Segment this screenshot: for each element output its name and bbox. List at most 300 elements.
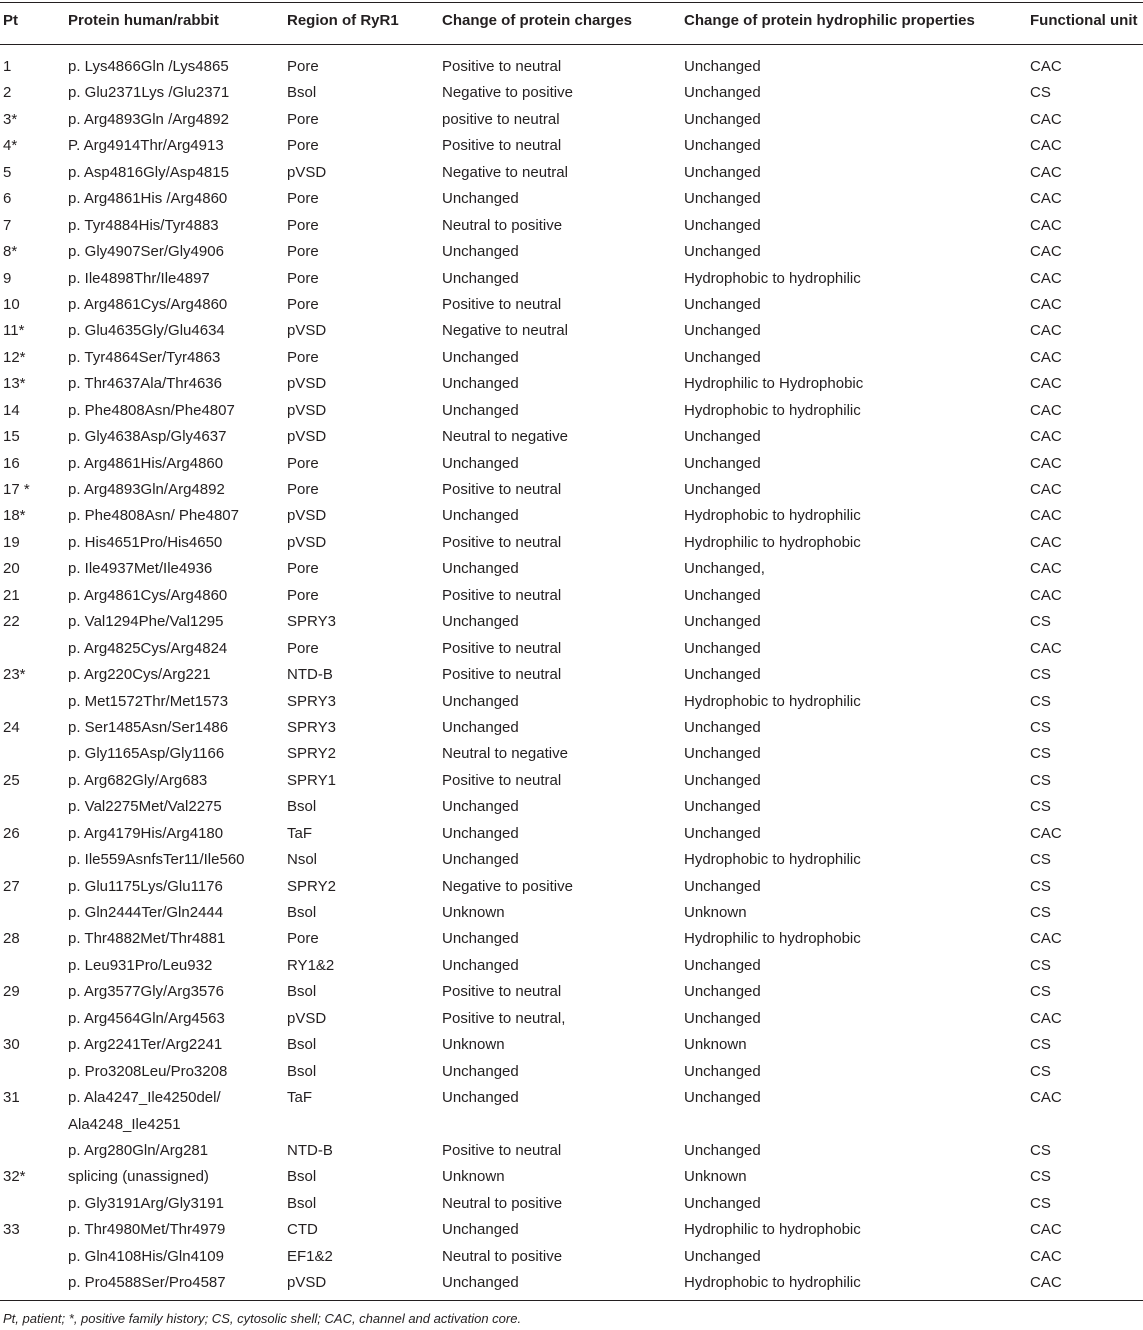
cell-charge-change: Neutral to positive [442,216,563,234]
cell-charge-change: Unchanged [442,348,519,366]
header-hydrophilic: Change of protein hydrophilic properties [684,12,975,29]
cell-functional-unit: CAC [1030,137,1062,155]
cell-region: Pore [287,481,319,498]
cell-hydrophilic-change: Unchanged [684,428,761,446]
table-row [0,794,1143,820]
cell-hydrophilic-change: Hydrophilic to hydrophobic [684,533,861,551]
cell-hydrophilic-change: Unchanged [684,190,761,208]
cell-hydrophilic-change: Hydrophilic to hydrophobic [684,930,861,948]
table-row [0,1006,1143,1032]
cell-hydrophilic-change: Unchanged [684,481,761,498]
cell-functional-unit: CS [1030,84,1051,102]
cell-hydrophilic-change: Hydrophobic to hydrophilic [684,269,861,287]
cell-region: NTD-B [287,1141,333,1159]
cell-hydrophilic-change: Hydrophobic to hydrophilic [684,851,861,869]
table-row [0,133,1143,159]
cell-functional-unit: CAC [1030,322,1062,340]
cell-protein: p. Gly4638Asp/Gly4637 [68,428,227,446]
cell-functional-unit: CAC [1030,348,1062,366]
table-row [0,213,1143,239]
cell-protein: p. Arg682Gly/Arg683 [68,771,208,789]
cell-functional-unit: CAC [1030,1009,1062,1027]
cell-region: SPRY1 [287,771,336,789]
cell-patient: 33 [3,1221,20,1239]
cell-patient: 13* [3,375,26,393]
table-row [0,662,1143,688]
cell-patient: 21 [3,586,20,604]
cell-charge-change: Positive to neutral [442,771,562,789]
cell-patient: 23* [3,666,26,684]
cell-charge-change: Positive to neutral [442,295,562,313]
table-row [0,1217,1143,1243]
cell-patient: 18* [3,507,26,525]
cell-patient: 8* [3,243,18,261]
table-bottom-rule [0,1300,1143,1301]
table-row [0,292,1143,318]
cell-charge-change: Positive to neutral [442,137,562,155]
cell-hydrophilic-change: Unchanged [684,1062,761,1080]
cell-charge-change: Unchanged [442,798,519,816]
cell-protein: p. Glu2371Lys /Glu2371 [68,84,230,102]
cell-region: pVSD [287,401,327,419]
cell-region: Pore [287,137,319,155]
cell-protein: p. Arg220Cys/Arg221 [68,666,211,684]
cell-hydrophilic-change: Unchanged [684,798,761,816]
cell-protein: p. Arg280Gln/Arg281 [68,1141,209,1159]
cell-region: NTD-B [287,666,333,684]
cell-hydrophilic-change: Unchanged [684,1194,761,1212]
cell-charge-change: Unchanged [442,243,519,261]
cell-protein: P. Arg4914Thr/Arg4913 [68,137,224,155]
cell-protein-line1: p. Ala4247_Ile4250del/ [68,1089,221,1107]
cell-region: Pore [287,190,319,208]
cell-hydrophilic-change: Unchanged [684,718,761,736]
cell-charge-change: Neutral to negative [442,428,568,446]
cell-region: SPRY3 [287,692,336,710]
table-row [0,874,1143,900]
cell-functional-unit: CAC [1030,110,1062,128]
table-row [0,160,1143,186]
cell-protein: p. Thr4980Met/Thr4979 [68,1221,226,1239]
cell-charge-change: Unchanged [442,190,519,208]
cell-protein: p. Pro4588Ser/Pro4587 [68,1274,226,1292]
cell-charge-change: Positive to neutral [442,481,562,498]
cell-functional-unit: CS [1030,1141,1051,1159]
cell-hydrophilic-change: Unknown [684,1036,747,1054]
cell-region: Pore [287,586,319,604]
table-row [0,80,1143,106]
cell-patient: 28 [3,930,20,948]
cell-protein: p. Val2275Met/Val2275 [68,798,222,816]
table-row [0,1164,1143,1190]
cell-hydrophilic-change: Unchanged [684,84,761,102]
table-row [0,1085,1143,1138]
cell-region: pVSD [287,1009,327,1027]
cell-region: pVSD [287,375,327,393]
cell-protein: p. Ile4937Met/Ile4936 [68,560,213,578]
cell-region: Bsol [287,1036,317,1054]
cell-region: TaF [287,1089,313,1107]
cell-region: Pore [287,110,319,128]
table-row [0,926,1143,952]
cell-charge-change: Negative to neutral [442,163,568,181]
table-top-rule [0,2,1143,3]
cell-functional-unit: CAC [1030,560,1062,578]
cell-region: SPRY2 [287,877,336,895]
table-row [0,847,1143,873]
cell-functional-unit: CAC [1030,586,1062,604]
table-row [0,821,1143,847]
cell-protein: p. Arg4893Gln/Arg4892 [68,481,225,498]
cell-hydrophilic-change: Hydrophilic to hydrophobic [684,1221,861,1239]
cell-patient: 11* [3,322,25,340]
cell-protein: p. Gly3191Arg/Gly3191 [68,1194,224,1212]
cell-charge-change: Positive to neutral [442,666,562,684]
cell-charge-change: Unchanged [442,560,519,578]
table-row [0,54,1143,80]
cell-hydrophilic-change: Unchanged [684,586,761,604]
cell-charge-change: Unknown [442,904,505,921]
cell-hydrophilic-change: Unchanged [684,1089,761,1107]
cell-region: Pore [287,216,319,234]
cell-region: pVSD [287,533,327,551]
cell-functional-unit: CS [1030,666,1051,684]
table-row [0,1059,1143,1085]
cell-protein: p. Tyr4864Ser/Tyr4863 [68,348,221,366]
cell-functional-unit: CAC [1030,533,1062,551]
table-row [0,371,1143,397]
cell-functional-unit: CS [1030,1062,1051,1080]
cell-protein: p. Gln2444Ter/Gln2444 [68,904,224,921]
cell-hydrophilic-change: Unknown [684,904,747,921]
cell-functional-unit: CS [1030,692,1051,710]
header-protein: Protein human/rabbit [68,12,219,29]
cell-protein: p. Gln4108His/Gln4109 [68,1247,224,1265]
cell-hydrophilic-change: Unchanged, [684,560,765,578]
cell-protein: p. Phe4808Asn/Phe4807 [68,401,235,419]
cell-patient: 4* [3,137,18,155]
cell-functional-unit: CAC [1030,401,1062,419]
cell-functional-unit: CAC [1030,428,1062,446]
cell-protein: p. Arg4564Gln/Arg4563 [68,1009,225,1027]
cell-protein: p. Glu1175Lys/Glu1176 [68,877,223,895]
cell-charge-change: Unchanged [442,851,519,869]
cell-protein: p. Ile4898Thr/Ile4897 [68,269,210,287]
cell-functional-unit: CS [1030,771,1051,789]
cell-functional-unit: CS [1030,904,1051,921]
table-row [0,239,1143,265]
cell-region: Pore [287,58,319,75]
cell-region: Bsol [287,1194,317,1212]
cell-hydrophilic-change: Unchanged [684,639,761,657]
cell-protein: p. Arg2241Ter/Arg2241 [68,1036,223,1054]
table-row [0,556,1143,582]
cell-hydrophilic-change: Hydrophobic to hydrophilic [684,507,861,525]
cell-hydrophilic-change: Unchanged [684,295,761,313]
cell-functional-unit: CS [1030,745,1051,763]
cell-hydrophilic-change: Unchanged [684,110,761,128]
table-row [0,689,1143,715]
cell-charge-change: Unchanged [442,507,519,525]
cell-functional-unit: CS [1030,613,1051,631]
cell-charge-change: Positive to neutral, [442,1009,566,1027]
cell-functional-unit: CS [1030,851,1051,869]
cell-functional-unit: CAC [1030,295,1062,313]
cell-functional-unit: CAC [1030,190,1062,208]
cell-charge-change: Negative to neutral [442,322,568,340]
cell-protein: p. Asp4816Gly/Asp4815 [68,163,229,181]
table-row [0,609,1143,635]
cell-hydrophilic-change: Unchanged [684,613,761,631]
cell-protein: p. Ile559AsnfsTer11/Ile560 [68,851,245,869]
cell-region: Bsol [287,84,317,102]
cell-charge-change: Positive to neutral [442,533,562,551]
table-row [0,1270,1143,1296]
cell-region: CTD [287,1221,318,1239]
cell-region: SPRY3 [287,613,336,631]
cell-patient: 6 [3,190,12,208]
table-row [0,741,1143,767]
cell-functional-unit: CS [1030,1036,1051,1054]
cell-functional-unit: CAC [1030,481,1062,498]
cell-protein: p. Val1294Phe/Val1295 [68,613,224,631]
cell-protein: p. Arg4861Cys/Arg4860 [68,586,228,604]
cell-region: Pore [287,243,319,261]
cell-charge-change: Unchanged [442,613,519,631]
cell-patient: 24 [3,718,20,736]
cell-functional-unit: CAC [1030,1089,1062,1107]
cell-functional-unit: CAC [1030,507,1062,525]
cell-charge-change: Neutral to positive [442,1247,563,1265]
cell-protein: p. Thr4637Ala/Thr4636 [68,375,222,393]
cell-patient: 10 [3,295,20,313]
cell-hydrophilic-change: Unchanged [684,322,761,340]
cell-protein: p. Ser1485Asn/Ser1486 [68,718,229,736]
table-row [0,953,1143,979]
cell-region: Bsol [287,904,317,921]
cell-region: Pore [287,348,319,366]
cell-patient: 1 [3,58,12,75]
cell-patient: 29 [3,983,20,1001]
cell-functional-unit: CS [1030,718,1051,736]
cell-hydrophilic-change: Hydrophilic to Hydrophobic [684,375,864,393]
cell-functional-unit: CAC [1030,163,1062,181]
cell-charge-change: Neutral to negative [442,745,568,763]
table-row [0,1244,1143,1270]
cell-charge-change: Positive to neutral [442,58,562,75]
cell-functional-unit: CAC [1030,639,1062,657]
cell-charge-change: Unchanged [442,956,519,974]
cell-hydrophilic-change: Unchanged [684,956,761,974]
cell-functional-unit: CAC [1030,58,1062,75]
cell-functional-unit: CAC [1030,1221,1062,1239]
cell-functional-unit: CS [1030,798,1051,816]
cell-charge-change: Unchanged [442,1062,519,1080]
cell-region: Pore [287,269,319,287]
cell-hydrophilic-change: Unchanged [684,216,761,234]
cell-protein: p. Tyr4884His/Tyr4883 [68,216,219,234]
cell-functional-unit: CAC [1030,243,1062,261]
table-row [0,900,1143,926]
cell-functional-unit: CS [1030,1194,1051,1212]
table-row [0,186,1143,212]
cell-charge-change: Unchanged [442,269,519,287]
cell-hydrophilic-change: Unchanged [684,243,761,261]
cell-region: EF1&2 [287,1247,333,1265]
cell-hydrophilic-change: Unchanged [684,877,761,895]
table-row [0,266,1143,292]
cell-functional-unit: CS [1030,877,1051,895]
cell-hydrophilic-change: Unchanged [684,454,761,472]
cell-patient: 31 [3,1089,20,1107]
cell-charge-change: Unchanged [442,1221,519,1239]
cell-region: RY1&2 [287,956,335,974]
cell-protein: p. His4651Pro/His4650 [68,533,223,551]
cell-protein: p. Phe4808Asn/ Phe4807 [68,507,239,525]
cell-hydrophilic-change: Unchanged [684,666,761,684]
table-row [0,1032,1143,1058]
cell-patient: 26 [3,824,20,842]
table-row [0,451,1143,477]
cell-hydrophilic-change: Unchanged [684,58,761,75]
cell-hydrophilic-change: Hydrophobic to hydrophilic [684,401,861,419]
cell-region: pVSD [287,428,327,446]
table-row [0,503,1143,529]
cell-protein: p. Thr4882Met/Thr4881 [68,930,226,948]
cell-functional-unit: CAC [1030,375,1062,393]
cell-region: pVSD [287,507,327,525]
cell-hydrophilic-change: Hydrophobic to hydrophilic [684,1274,861,1292]
cell-patient: 12* [3,348,26,366]
cell-protein: p. Arg4893Gln /Arg4892 [68,110,229,128]
cell-charge-change: Unknown [442,1168,505,1186]
cell-charge-change: Unchanged [442,718,519,736]
table-row [0,424,1143,450]
cell-functional-unit: CAC [1030,1274,1062,1292]
table-header-rule [0,44,1143,45]
cell-region: Pore [287,454,319,472]
cell-patient: 3* [3,110,18,128]
cell-hydrophilic-change: Unchanged [684,771,761,789]
cell-hydrophilic-change: Hydrophobic to hydrophilic [684,692,861,710]
cell-functional-unit: CAC [1030,1247,1062,1265]
cell-region: SPRY3 [287,718,336,736]
cell-charge-change: Unchanged [442,454,519,472]
cell-region: Bsol [287,1168,317,1186]
cell-charge-change: Unknown [442,1036,505,1054]
cell-hydrophilic-change: Unchanged [684,163,761,181]
table-row [0,107,1143,133]
cell-charge-change: positive to neutral [442,110,560,128]
cell-protein: p. Pro3208Leu/Pro3208 [68,1062,228,1080]
cell-functional-unit: CAC [1030,269,1062,287]
cell-hydrophilic-change: Unchanged [684,824,761,842]
table-row [0,583,1143,609]
cell-region: SPRY2 [287,745,336,763]
cell-hydrophilic-change: Unchanged [684,983,761,1001]
cell-protein: p. Lys4866Gln /Lys4865 [68,58,229,75]
cell-charge-change: Unchanged [442,1089,519,1107]
cell-protein [68,1085,221,1138]
cell-patient: 9 [3,269,12,287]
cell-region: pVSD [287,322,327,340]
cell-protein: p. Arg3577Gly/Arg3576 [68,983,224,1001]
cell-patient: 30 [3,1036,20,1054]
cell-region: Pore [287,295,319,313]
cell-charge-change: Positive to neutral [442,1141,562,1159]
cell-protein-line2: Ala4248_Ile4251 [68,1115,181,1133]
cell-patient: 15 [3,428,20,446]
table-row [0,768,1143,794]
cell-protein: p. Arg4861His /Arg4860 [68,190,228,208]
cell-patient: 14 [3,401,20,419]
cell-hydrophilic-change: Unchanged [684,1247,761,1265]
cell-patient: 7 [3,216,12,234]
cell-functional-unit: CAC [1030,216,1062,234]
cell-patient: 5 [3,163,12,181]
cell-hydrophilic-change: Unchanged [684,137,761,155]
cell-functional-unit: CAC [1030,454,1062,472]
table-row [0,530,1143,556]
cell-region: Bsol [287,1062,317,1080]
table-row [0,979,1143,1005]
cell-protein: p. Gly4907Ser/Gly4906 [68,243,224,261]
cell-charge-change: Unchanged [442,692,519,710]
cell-functional-unit: CS [1030,1168,1051,1186]
cell-hydrophilic-change: Unchanged [684,1141,761,1159]
cell-functional-unit: CAC [1030,930,1062,948]
table-row [0,345,1143,371]
cell-region: Bsol [287,798,317,816]
cell-protein: splicing (unassigned) [68,1168,209,1186]
cell-patient: 19 [3,533,20,551]
cell-region: Pore [287,639,319,657]
cell-patient: 22 [3,613,20,631]
table-footnote: Pt, patient; *, positive family history; CS, cytosolic shell; CAC, channel and activation core. [3,1311,522,1326]
table-row [0,398,1143,424]
cell-hydrophilic-change: Unknown [684,1168,747,1186]
cell-protein: p. Arg4179His/Arg4180 [68,824,224,842]
cell-functional-unit: CAC [1030,824,1062,842]
table-body [0,54,1143,1297]
cell-hydrophilic-change: Unchanged [684,1009,761,1027]
cell-functional-unit: CS [1030,956,1051,974]
cell-charge-change: Unchanged [442,375,519,393]
cell-patient: 17 * [3,481,30,498]
cell-protein: p. Arg4825Cys/Arg4824 [68,639,228,657]
cell-charge-change: Positive to neutral [442,983,562,1001]
cell-region: Pore [287,930,319,948]
cell-charge-change: Unchanged [442,930,519,948]
table-row [0,318,1143,344]
cell-charge-change: Positive to neutral [442,639,562,657]
table-row [0,477,1143,503]
cell-charge-change: Positive to neutral [442,586,562,604]
cell-protein: p. Met1572Thr/Met1573 [68,692,229,710]
cell-region: Pore [287,560,319,578]
cell-region: TaF [287,824,313,842]
cell-protein: p. Gly1165Asp/Gly1166 [68,745,225,763]
cell-patient: 2 [3,84,12,102]
cell-patient: 16 [3,454,20,472]
table-row [0,1138,1143,1164]
table-row [0,1191,1143,1217]
table-row [0,715,1143,741]
header-region: Region of RyR1 [287,12,399,29]
cell-charge-change: Unchanged [442,401,519,419]
cell-region: Nsol [287,851,318,869]
cell-protein: p. Leu931Pro/Leu932 [68,956,213,974]
